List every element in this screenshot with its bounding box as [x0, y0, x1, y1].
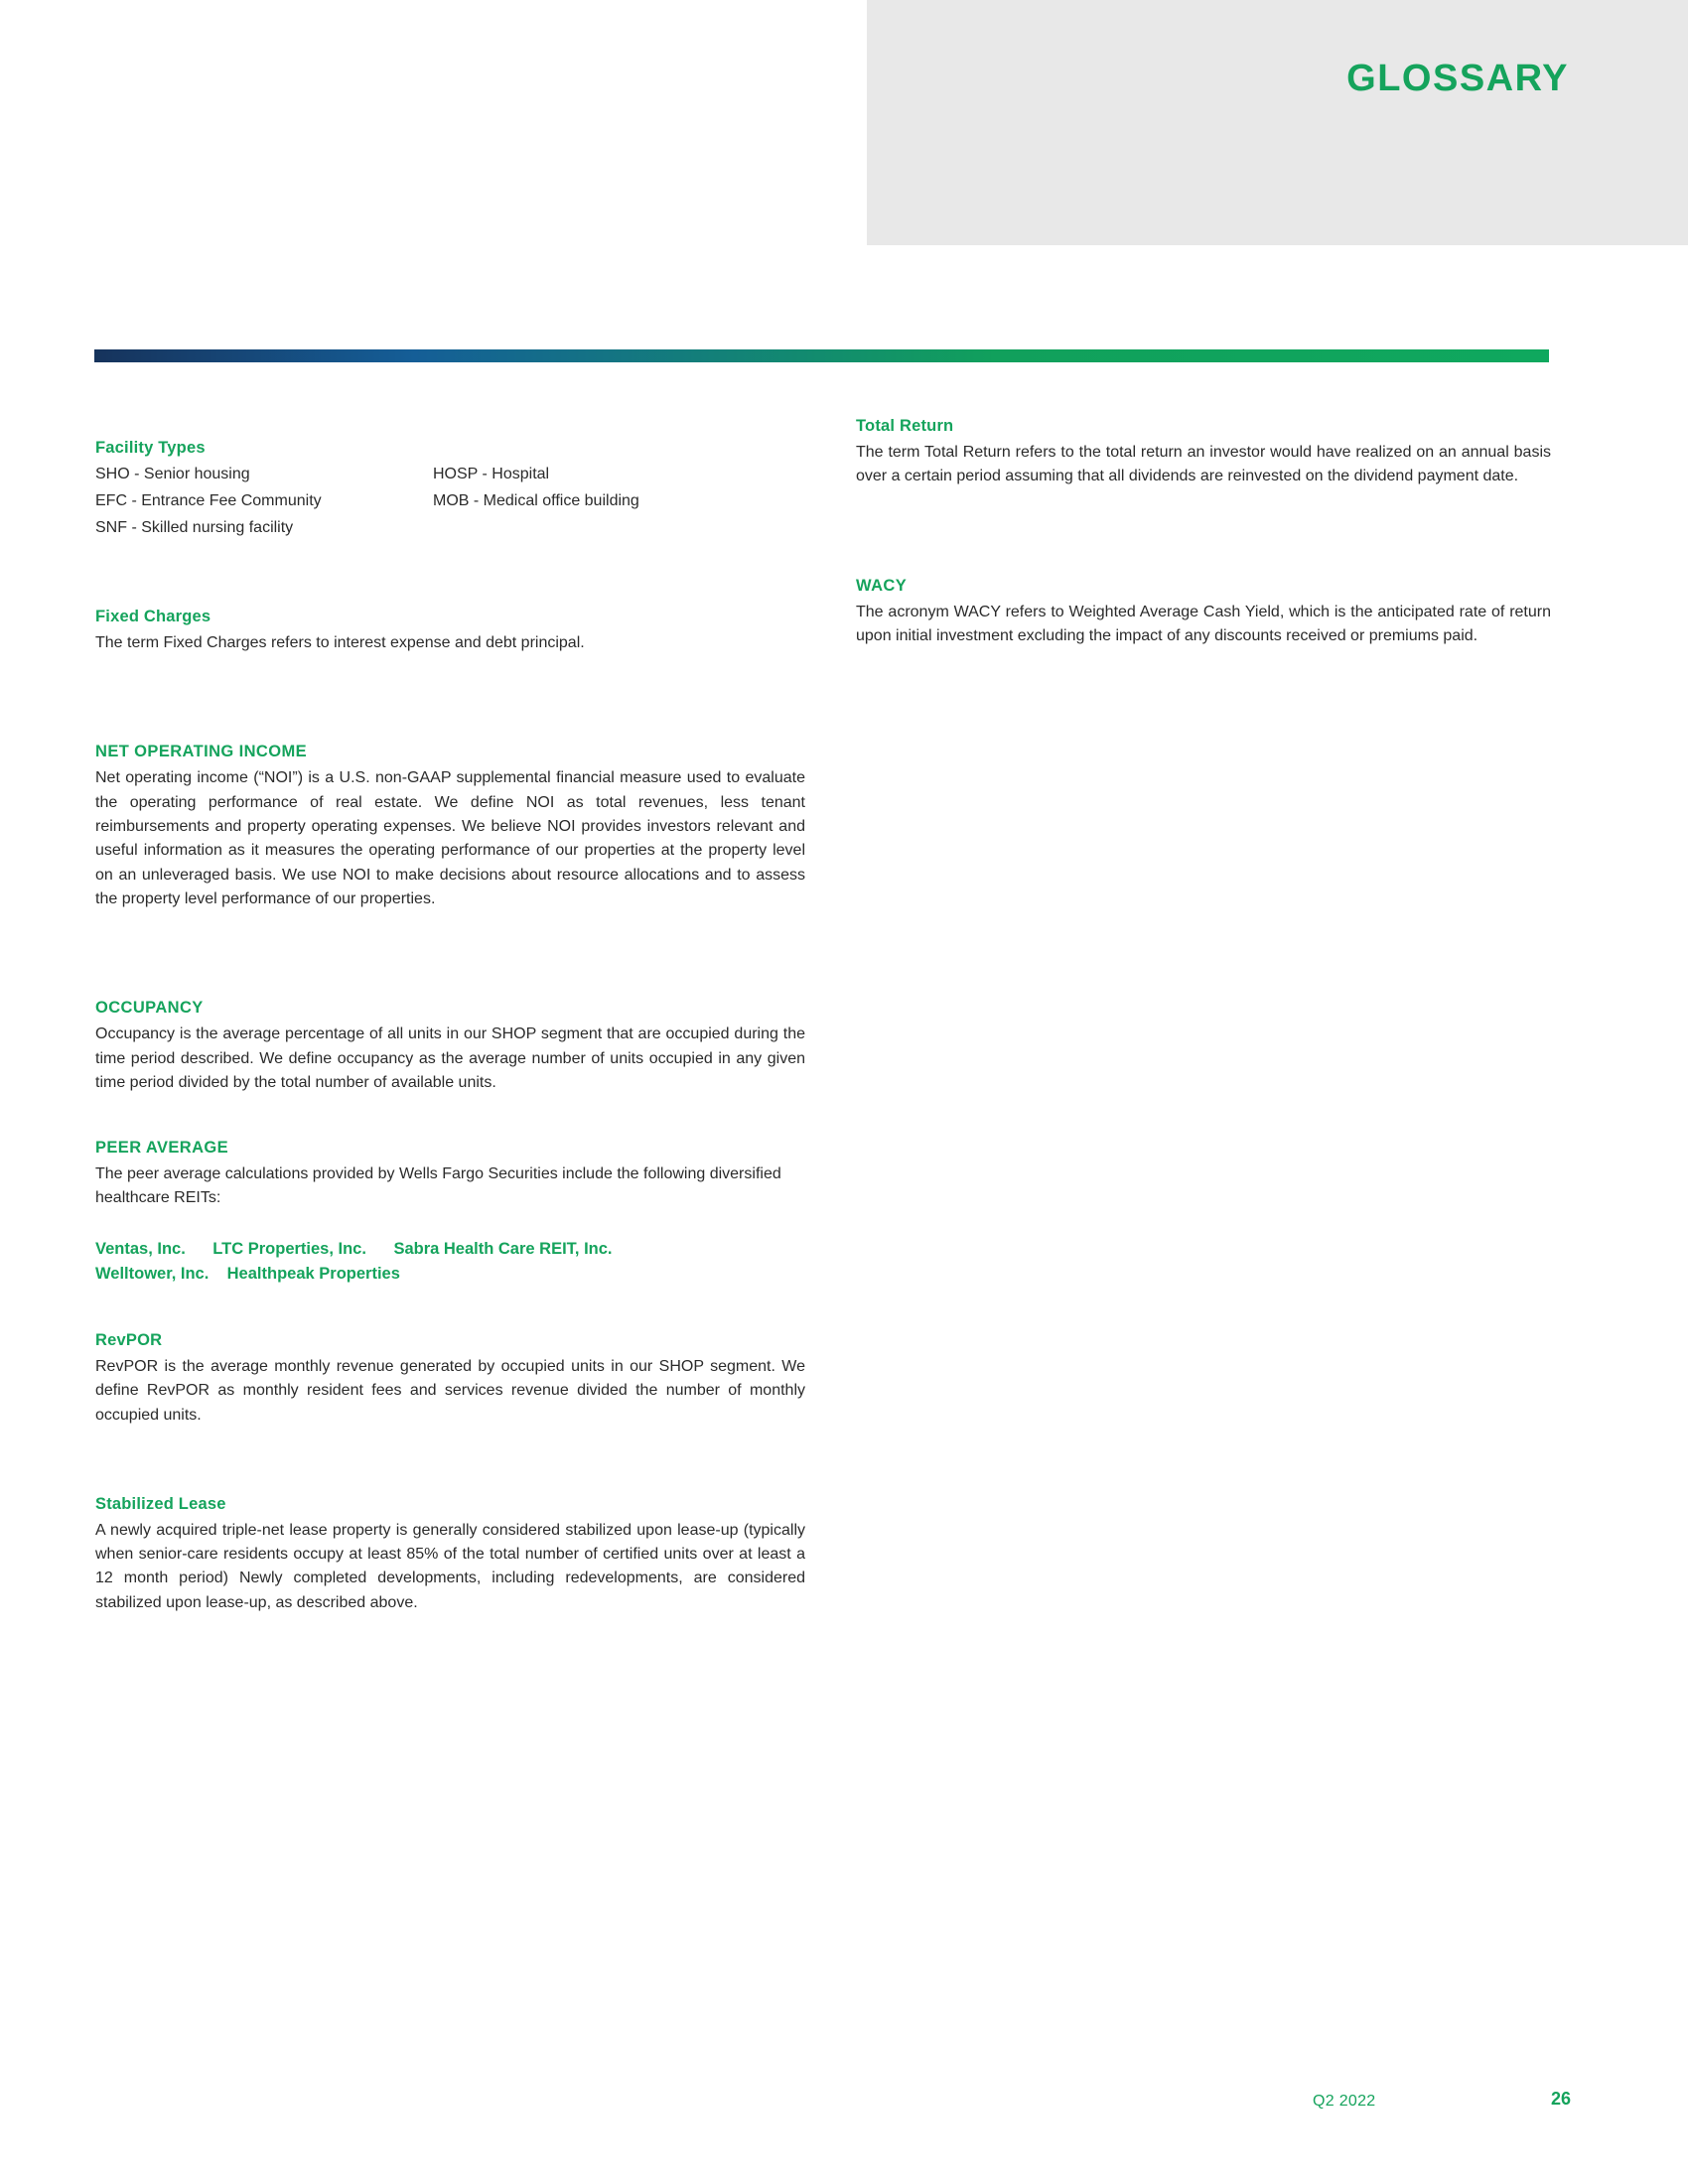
- footer-period: Q2 2022: [1313, 2093, 1376, 2110]
- facility-item: [433, 489, 805, 513]
- entry-facility-types: [95, 439, 805, 540]
- spacer: [95, 1453, 805, 1495]
- peer-list-row: Ventas, Inc. LTC Properties, Inc. Sabra Health Care REIT, Inc.: [95, 1239, 613, 1258]
- text-revpor: RevPOR is the average monthly revenue generated by occupied units in our SHOP segment. We define RevPOR as monthly resident fees and services revenue divided the number of monthly occupied units.: [95, 1357, 805, 1424]
- entry-peer-average: [95, 1139, 805, 1288]
- entry-net-operating-income: [95, 743, 805, 911]
- text-stabilized-lease: A newly acquired triple-net lease property is generally considered stabilized upon lease-up (typically when senior-care residents occupy at least 85% of the total number of certified units over at least a 12 month period) Newly completed developments, including redevelopments, are considered stabilized upon lease-up, as described above.: [95, 1521, 805, 1611]
- entry-occupancy: [95, 999, 805, 1095]
- text-net-operating-income: Net operating income (“NOI”) is a U.S. non-GAAP supplemental financial measure used to evaluate the operating performance of real estate. We define NOI as total revenues, less tenant reimbursements and property operating expenses. We believe NOI provides investors relevant and useful information as it measures the operating performance of our properties at the property level on an unleveraged basis. We use NOI to make decisions about resource allocations and to assess the property level performance of our properties.: [95, 769, 805, 907]
- term-facility-types: Facility Types: [95, 439, 206, 457]
- facility-code: MOB: [433, 492, 470, 509]
- spacer: [95, 937, 805, 999]
- text-total-return: The term Total Return refers to the total return an investor would have realized on an annual basis over a certain period assuming that all dividends are reinvested on the dividend payment date.: [856, 444, 1551, 485]
- term-wacy: WACY: [856, 576, 908, 595]
- text-peer-average: The peer average calculations provided by Wells Fargo Securities include the following diversified healthcare REITs:: [95, 1165, 781, 1207]
- facility-label: - Medical office building: [473, 492, 639, 509]
- facility-label: - Hospital: [482, 466, 550, 482]
- spacer: [95, 566, 805, 608]
- entry-fixed-charges: [95, 608, 805, 655]
- term-revpor: RevPOR: [95, 1330, 163, 1349]
- header-divider-rule: [94, 349, 1549, 362]
- entry-revpor: [95, 1331, 805, 1428]
- text-occupancy: Occupancy is the average percentage of all units in our SHOP segment that are occupied during the time period described. We define occupancy as the average number of units occupied in any given time period divided by the total number of available units.: [95, 1025, 805, 1091]
- facility-types-grid: [95, 463, 805, 540]
- term-fixed-charges: Fixed Charges: [95, 608, 211, 625]
- right-column: [856, 417, 1551, 674]
- header-band: [867, 0, 1688, 245]
- term-stabilized-lease: Stabilized Lease: [95, 1494, 226, 1513]
- spacer: [95, 681, 805, 743]
- facility-item: [433, 516, 805, 540]
- page-title: GLOSSARY: [1346, 58, 1569, 99]
- facility-code: SHO: [95, 466, 130, 482]
- facility-label: - Senior housing: [134, 466, 250, 482]
- facility-code: EFC: [95, 492, 127, 509]
- facility-label: - Skilled nursing facility: [131, 519, 294, 536]
- entry-total-return: [856, 417, 1551, 489]
- facility-item: [95, 516, 433, 540]
- left-column: [95, 439, 805, 1641]
- facility-code: HOSP: [433, 466, 479, 482]
- term-net-operating-income: NET OPERATING INCOME: [95, 743, 308, 761]
- peer-list-row: Welltower, Inc. Healthpeak Properties: [95, 1265, 400, 1284]
- text-wacy: The acronym WACY refers to Weighted Average Cash Yield, which is the anticipated rate of return upon initial investment excluding the impact of any discounts received or premiums paid.: [856, 603, 1551, 644]
- text-fixed-charges: The term Fixed Charges refers to interest expense and debt principal.: [95, 634, 585, 651]
- spacer: [95, 1121, 805, 1139]
- facility-item: [95, 463, 433, 486]
- entry-stabilized-lease: [95, 1495, 805, 1615]
- term-occupancy: OCCUPANCY: [95, 999, 204, 1018]
- term-total-return: Total Return: [856, 417, 954, 435]
- facility-item: [95, 489, 433, 513]
- facility-item: [433, 463, 805, 486]
- facility-code: SNF: [95, 519, 127, 536]
- spacer: [95, 1313, 805, 1331]
- footer-page-number: 26: [1551, 2089, 1572, 2109]
- facility-label: - Entrance Fee Community: [131, 492, 322, 509]
- spacer: [856, 515, 1551, 577]
- peer-list: [95, 1237, 805, 1288]
- term-peer-average: PEER AVERAGE: [95, 1139, 229, 1158]
- entry-wacy: [856, 577, 1551, 649]
